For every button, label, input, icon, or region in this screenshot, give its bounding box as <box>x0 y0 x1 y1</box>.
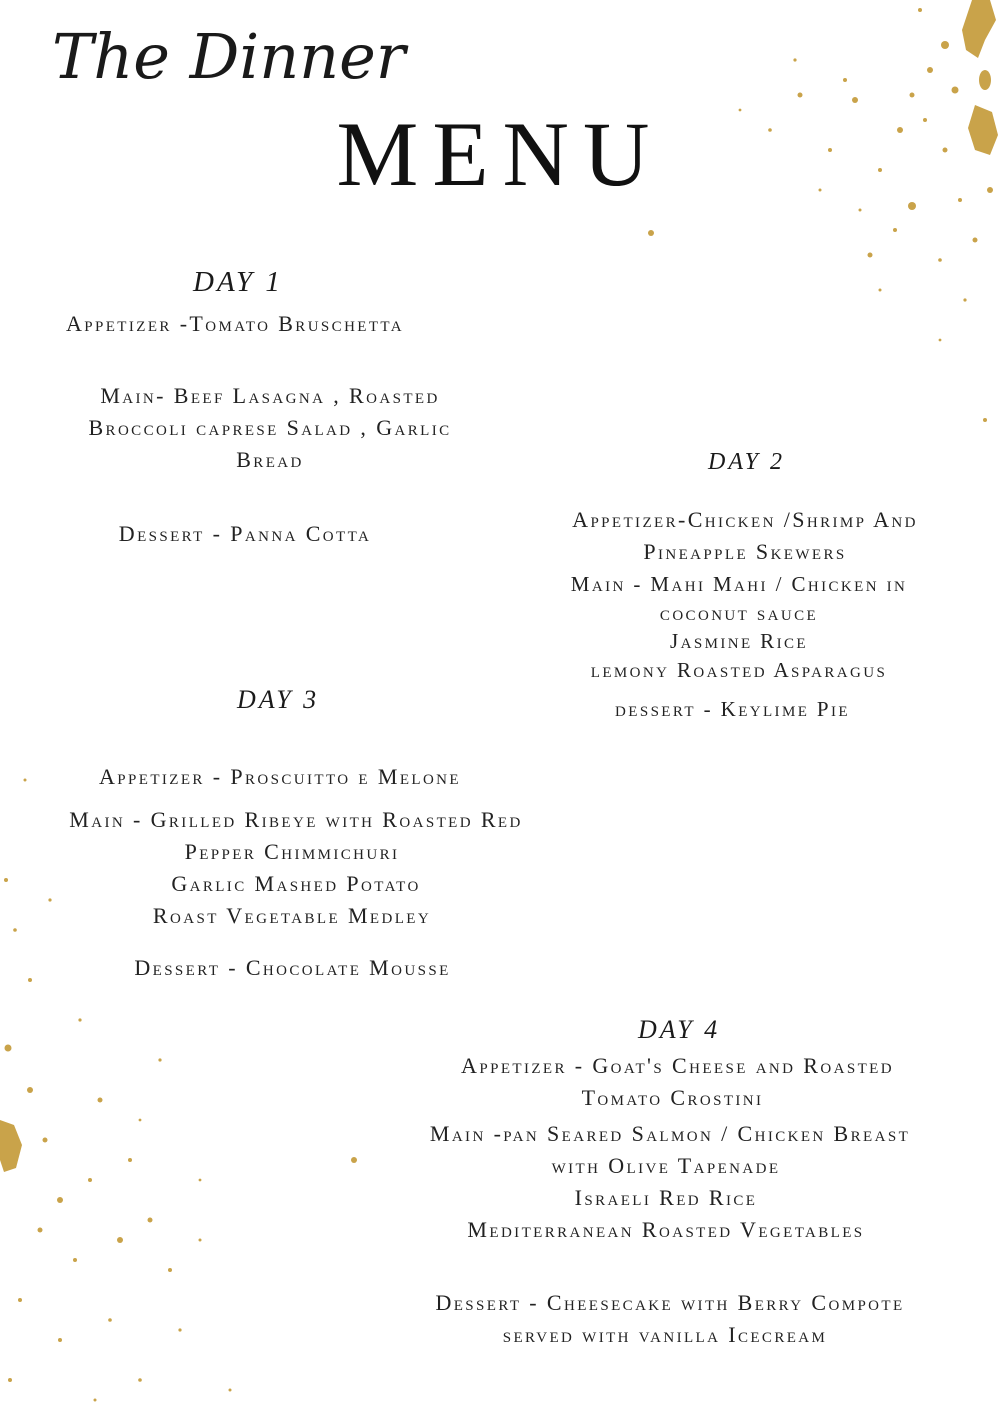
day-1-main-line: Broccoli caprese Salad , Garlic <box>88 415 452 440</box>
day-1-main-line: Main- Beef Lasagna , Roasted <box>100 383 440 408</box>
day-4-main-line: with Olive Tapenade <box>551 1153 781 1178</box>
day-1-main-line: Bread <box>236 447 304 472</box>
script-title <box>40 0 480 110</box>
day-1-appetizer: Appetizer -Tomato Bruschetta <box>65 311 405 336</box>
day-4-appetizer-line: Tomato Crostini <box>581 1085 764 1110</box>
day-4-main-line: Mediterranean Roasted Vegetables <box>467 1217 865 1242</box>
day-2-main-line: lemony Roasted Asparagus <box>590 658 888 682</box>
menu-title: MENU <box>336 103 664 205</box>
day-3-main-line: Main - Grilled Ribeye with Roasted Red <box>69 807 523 832</box>
day-4-dessert-line: Dessert - Cheesecake with Berry Compote <box>435 1290 905 1315</box>
day-2-appetizer-line: Pineapple Skewers <box>643 539 847 564</box>
day-2-dessert: dessert - Keylime Pie <box>615 697 850 721</box>
svg-text:The Dinner: The Dinner <box>52 20 406 93</box>
day-4-main-line: Main -pan Seared Salmon / Chicken Breast <box>429 1121 911 1146</box>
day-3-main-line: Roast Vegetable Medley <box>152 903 432 928</box>
day-4-dessert-line: served with vanilla Icecream <box>502 1322 828 1347</box>
day-2-main-line: Main - Mahi Mahi / Chicken in <box>570 572 908 596</box>
day-1-heading: DAY 1 <box>193 266 283 298</box>
day-2-main-line: coconut sauce <box>659 601 819 625</box>
day-2-appetizer-line: Appetizer-Chicken /Shrimp And <box>572 507 918 532</box>
day-3-main-line: Garlic Mashed Potato <box>171 871 421 896</box>
day-3-heading: DAY 3 <box>237 685 320 714</box>
day-3-appetizer: Appetizer - Proscuitto e Melone <box>99 764 461 789</box>
day-3-main-line: Pepper Chimmichuri <box>184 839 400 864</box>
day-4-heading: DAY 4 <box>638 1015 721 1044</box>
day-3-dessert: Dessert - Chocolate Mousse <box>134 955 451 980</box>
day-1-dessert: Dessert - Panna Cotta <box>118 521 372 546</box>
day-2-main-line: Jasmine Rice <box>670 629 808 653</box>
day-2-heading: DAY 2 <box>708 449 786 475</box>
day-4-main-line: Israeli Red Rice <box>574 1185 758 1210</box>
day-4-appetizer-line: Appetizer - Goat's Cheese and Roasted <box>461 1053 894 1078</box>
